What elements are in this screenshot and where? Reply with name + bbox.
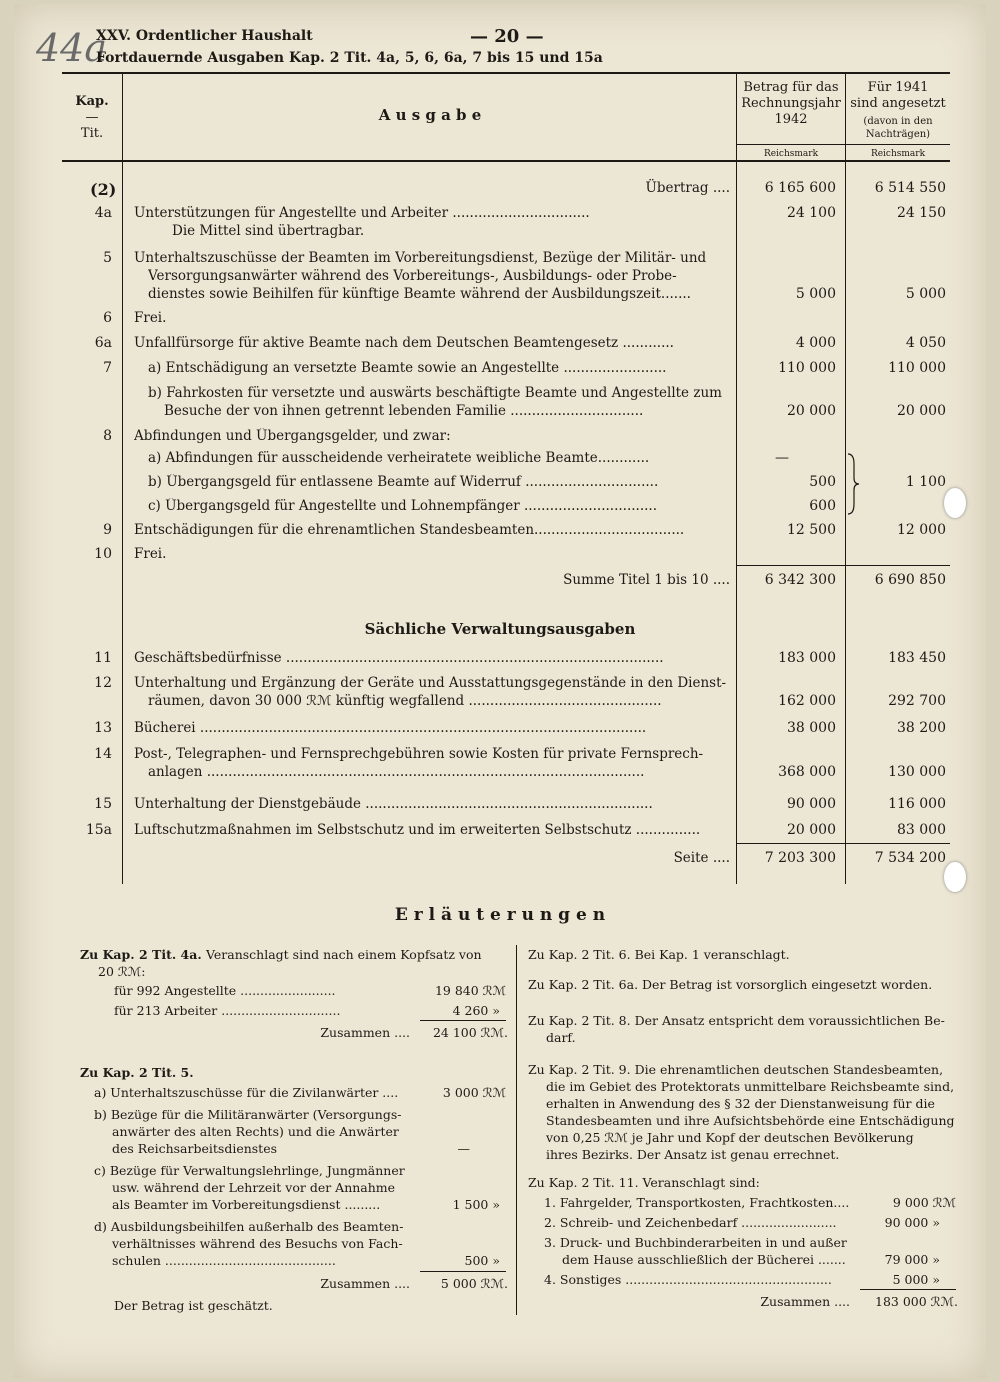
amount-1941: 6 690 850 xyxy=(874,572,946,588)
row-text: a) Abfindungen für ausscheidende verheiratete weibliche Beamte............ xyxy=(148,450,650,466)
sum-rule xyxy=(736,565,950,566)
amount-1941: 183 450 xyxy=(888,650,946,666)
amount-1942: 7 203 300 xyxy=(764,850,836,866)
amount-1942: 162 000 xyxy=(778,693,836,709)
row-text: Frei. xyxy=(134,310,167,326)
note-5-b-3: des Reichsarbeitsdienstes xyxy=(112,1141,278,1156)
row-title-number: 7 xyxy=(103,360,112,376)
note-4a-line-2: für 213 Arbeiter .............................. xyxy=(114,1003,341,1018)
row-text: Unfallfürsorge für aktive Beamte nach dem Deutschen Beamtengesetz ............ xyxy=(134,335,674,351)
row-text: Bücherei ........................................................................................................ xyxy=(134,720,647,736)
note-9-3: erhalten in Anwendung des § 32 der Dienstanweisung für die xyxy=(546,1096,935,1111)
row-text: c) Übergangsgeld für Angestellte und Lohnempfänger ............................... xyxy=(148,498,657,514)
note-9-6: ihres Bezirks. Der Ansatz ist genau errechnet. xyxy=(546,1147,840,1162)
row-title-number: 14 xyxy=(94,746,112,762)
col1-title-2: Rechnungsjahr xyxy=(741,96,841,111)
amount-1942: 6 165 600 xyxy=(764,180,836,196)
section-title: Sächliche Verwaltungsausgaben xyxy=(364,620,636,638)
note-5-d-3: schulen ........................................... xyxy=(112,1253,336,1268)
chapter-label: XXV. Ordentlicher Haushalt xyxy=(96,28,313,44)
row-text: Unterhaltszuschüsse der Beamten im Vorbereitungsdienst, Bezüge der Militär- und xyxy=(134,250,707,266)
note-11-item-3b: dem Hause ausschließlich der Bücherei ....... xyxy=(562,1252,846,1267)
note-5-sum-rule xyxy=(420,1271,506,1272)
row-text: Luftschutzmaßnahmen im Selbstschutz und im erweiterten Selbstschutz ............... xyxy=(134,822,701,838)
note-5-d-1: d) Ausbildungsbeihilfen außerhalb des Beamten- xyxy=(94,1219,404,1234)
amount-1942: 5 000 xyxy=(795,286,836,302)
col1-title-3: 1942 xyxy=(774,112,808,127)
amount-1942: 4 000 xyxy=(795,335,836,351)
row-title-number: 4a xyxy=(94,205,112,221)
amount-1942: 90 000 xyxy=(787,796,836,812)
col2-note-2: Nachträgen) xyxy=(865,129,931,140)
amount-1942: 500 xyxy=(809,474,836,490)
note-5-d-2: verhältnisses während des Besuchs von Fach- xyxy=(112,1236,403,1251)
amount-1942: 20 000 xyxy=(787,822,836,838)
col2-title-1: Für 1941 xyxy=(867,80,929,95)
page-sum-rule xyxy=(736,843,950,844)
note-4a-sum-label: Zusammen .... xyxy=(320,1025,410,1040)
amount-1941: 20 000 xyxy=(897,403,946,419)
row-text: räumen, davon 30 000 ℛℳ künftig wegfallend ............................................. xyxy=(148,693,662,709)
note-4a-text-1: Veranschlagt sind nach einem Kopfsatz von xyxy=(206,947,482,962)
note-4a-sum-rule xyxy=(420,1020,506,1021)
note-11-head: Zu Kap. 2 Tit. 11. Veranschlagt sind: xyxy=(528,1175,760,1190)
col2-title-2: sind angesetzt xyxy=(850,96,946,111)
col2-unit: Reichsmark xyxy=(870,149,926,159)
col1-unit: Reichsmark xyxy=(763,149,819,159)
row-title-number: 10 xyxy=(94,546,112,562)
row-title-number: 8 xyxy=(103,428,112,444)
note-5-footnote: Der Betrag ist geschätzt. xyxy=(114,1298,273,1313)
amount-1942: 600 xyxy=(809,498,836,514)
row-text: Besuche der von ihnen getrennt lebenden Familie ............................... xyxy=(164,403,644,419)
sum-label: Seite .... xyxy=(673,850,730,866)
note-9-1: Zu Kap. 2 Tit. 9. Die ehrenamtlichen deutschen Standesbeamten, xyxy=(528,1062,944,1077)
amount-1941: 6 514 550 xyxy=(874,180,946,196)
note-5-head: Zu Kap. 2 Tit. 5. xyxy=(80,1065,194,1080)
note-5-b-2: anwärter des alten Rechts) und die Anwärter xyxy=(112,1124,399,1139)
note-5-a-value: 3 000 ℛℳ xyxy=(442,1085,506,1100)
col1-title-1: Betrag für das xyxy=(743,80,839,95)
note-4a-value-2: 4 260 » xyxy=(452,1003,500,1018)
note-6a: Zu Kap. 2 Tit. 6a. Der Betrag ist vorsorglich eingesetzt worden. xyxy=(528,977,933,992)
note-4a-text-2: 20 ℛℳ: xyxy=(98,964,146,979)
sum-label: Summe Titel 1 bis 10 .... xyxy=(563,572,730,588)
kap-label: Kap. xyxy=(75,94,109,109)
amount-1941: 110 000 xyxy=(888,360,946,376)
row-text: Post-, Telegraphen- und Fernsprechgebühren sowie Kosten für private Fernsprech- xyxy=(134,746,704,762)
note-11-item-2: 2. Schreib- und Zeichenbedarf ........................ xyxy=(544,1215,837,1230)
row-text: dienstes sowie Beihilfen für künftige Beamte während der Ausbildungszeit....... xyxy=(148,286,691,302)
note-5-sum: 5 000 ℛℳ. xyxy=(440,1276,508,1291)
punch-hole xyxy=(944,862,966,892)
note-11-value-1: 9 000 ℛℳ xyxy=(892,1195,956,1210)
note-5-c-2: usw. während der Lehrzeit vor der Annahme xyxy=(112,1180,396,1195)
sum-label: Übertrag .... xyxy=(645,180,730,196)
row-title-number: (2) xyxy=(90,180,117,199)
row-text: Die Mittel sind übertragbar. xyxy=(172,223,365,239)
note-5-c-1: c) Bezüge für Verwaltungslehrlinge, Jungmänner xyxy=(94,1163,405,1178)
note-11-sum-rule xyxy=(860,1289,956,1290)
ausgabe-label: A u s g a b e xyxy=(378,106,482,124)
row-title-number: 5 xyxy=(103,250,112,266)
note-4a-value-1: 19 840 ℛℳ xyxy=(434,983,506,998)
amount-1942: 38 000 xyxy=(787,720,836,736)
amount-1942: 183 000 xyxy=(778,650,836,666)
row-text: anlagen ...................................................................................................... xyxy=(148,764,645,780)
amount-1941: 12 000 xyxy=(897,522,946,538)
amount-1942: 6 342 300 xyxy=(764,572,836,588)
note-5-d-value: 500 » xyxy=(464,1253,500,1268)
amount-1941: 116 000 xyxy=(888,796,946,812)
row-title-number: 15 xyxy=(94,796,112,812)
amount-1941: 130 000 xyxy=(888,764,946,780)
note-11-item-4: 4. Sonstiges .................................................... xyxy=(544,1272,832,1287)
row-text: b) Fahrkosten für versetzte und auswärts beschäftigte Beamte und Angestellte zum xyxy=(148,385,722,401)
note-5-b-1: b) Bezüge für die Militäranwärter (Versorgungs- xyxy=(94,1107,402,1122)
amount-1941: 7 534 200 xyxy=(874,850,946,866)
note-5-a: a) Unterhaltszuschüsse für die Zivilanwärter .... xyxy=(94,1085,399,1100)
note-11-value-2: 90 000 » xyxy=(884,1215,940,1230)
col2-note-1: (davon in den xyxy=(863,116,933,127)
row-text: Abfindungen und Übergangsgelder, und zwar: xyxy=(134,428,451,444)
amount-1942: 20 000 xyxy=(787,403,836,419)
tit-label: Tit. xyxy=(80,126,104,141)
amount-1941: 5 000 xyxy=(905,286,946,302)
page-number: — 20 — xyxy=(470,26,544,47)
punch-hole xyxy=(944,488,966,518)
note-4a-line-1: für 992 Angestellte ........................ xyxy=(114,983,336,998)
amount-1942: 368 000 xyxy=(778,764,836,780)
note-9-2: die im Gebiet des Protektorats unmittelbare Reichsbeamte sind, xyxy=(546,1079,955,1094)
note-5-c-value: 1 500 » xyxy=(452,1197,500,1212)
amount-1941: 24 150 xyxy=(897,205,946,221)
row-text: Unterhaltung der Dienstgebäude ................................................................... xyxy=(134,796,653,812)
amount-1942: 110 000 xyxy=(778,360,836,376)
note-11-item-3a: 3. Druck- und Buchbinderarbeiten in und außer xyxy=(544,1235,847,1250)
row-title-number: 13 xyxy=(94,720,112,736)
row-text: a) Entschädigung an versetzte Beamte sowie an Angestellte ........................ xyxy=(148,360,667,376)
amount-1942: — xyxy=(775,450,789,466)
amount-1942: 12 500 xyxy=(787,522,836,538)
note-4a-sum: 24 100 ℛℳ. xyxy=(432,1025,508,1040)
unit-rule xyxy=(736,144,950,145)
note-5-b-value: — xyxy=(457,1141,470,1156)
amount-1941: 292 700 xyxy=(888,693,946,709)
note-11-sum: 183 000 ℛℳ. xyxy=(875,1294,958,1309)
note-8-1: Zu Kap. 2 Tit. 8. Der Ansatz entspricht dem voraussichtlichen Be- xyxy=(528,1013,945,1028)
note-6: Zu Kap. 2 Tit. 6. Bei Kap. 1 veranschlagt. xyxy=(528,947,790,962)
row-title-number: 6 xyxy=(103,310,112,326)
erlaeuterungen-title: E r l ä u t e r u n g e n xyxy=(394,905,606,925)
row-title-number: 12 xyxy=(94,675,112,691)
note-11-value-3: 79 000 » xyxy=(884,1252,940,1267)
row-text: Unterhaltung und Ergänzung der Geräte und Ausstattungsgegenstände in den Dienst- xyxy=(134,675,727,691)
note-11-value-4: 5 000 » xyxy=(892,1272,940,1287)
note-8-2: darf. xyxy=(546,1030,576,1045)
notes-divider xyxy=(516,945,517,1315)
amount-1941: 1 100 xyxy=(905,474,946,490)
note-5-c-3: als Beamter im Vorbereitungsdienst ......... xyxy=(112,1197,381,1212)
row-text: Unterstützungen für Angestellte und Arbeiter ................................ xyxy=(134,205,590,221)
table-top-rule xyxy=(62,72,950,74)
brace-icon xyxy=(846,452,860,516)
note-5-sum-label: Zusammen .... xyxy=(320,1276,410,1291)
row-title-number: 11 xyxy=(94,650,112,666)
note-9-5: von 0,25 ℛℳ je Jahr und Kopf der deutschen Bevölkerung xyxy=(546,1130,914,1145)
note-9-4: Standesbeamten und ihre Aufsichtsbehörde eine Entschädigung xyxy=(546,1113,955,1128)
kap-dash: — xyxy=(85,110,99,125)
amount-1941: 83 000 xyxy=(897,822,946,838)
row-text: b) Übergangsgeld für entlassene Beamte auf Widerruf ............................... xyxy=(148,474,659,490)
row-text: Frei. xyxy=(134,546,167,562)
page-subtitle: Fortdauernde Ausgaben Kap. 2 Tit. 4a, 5, 6, 6a, 7 bis 15 und 15a xyxy=(96,50,603,66)
note-11-sum-label: Zusammen .... xyxy=(760,1294,850,1309)
row-title-number: 9 xyxy=(103,522,112,538)
amount-1941: 4 050 xyxy=(905,335,946,351)
handwritten-mark: 44a xyxy=(36,26,108,70)
amount-1942: 24 100 xyxy=(787,205,836,221)
row-title-number: 15a xyxy=(85,822,112,838)
row-text: Entschädigungen für die ehrenamtlichen Standesbeamten................................... xyxy=(134,522,685,538)
row-text: Geschäftsbedürfnisse ........................................................................................ xyxy=(134,650,664,666)
row-title-number: 6a xyxy=(94,335,112,351)
note-4a-head: Zu Kap. 2 Tit. 4a. xyxy=(80,947,202,962)
amount-1941: 38 200 xyxy=(897,720,946,736)
note-11-item-1: 1. Fahrgelder, Transportkosten, Frachtkosten.... xyxy=(544,1195,850,1210)
row-text: Versorgungsanwärter während des Vorbereitungs-, Ausbildungs- oder Probe- xyxy=(148,268,677,284)
